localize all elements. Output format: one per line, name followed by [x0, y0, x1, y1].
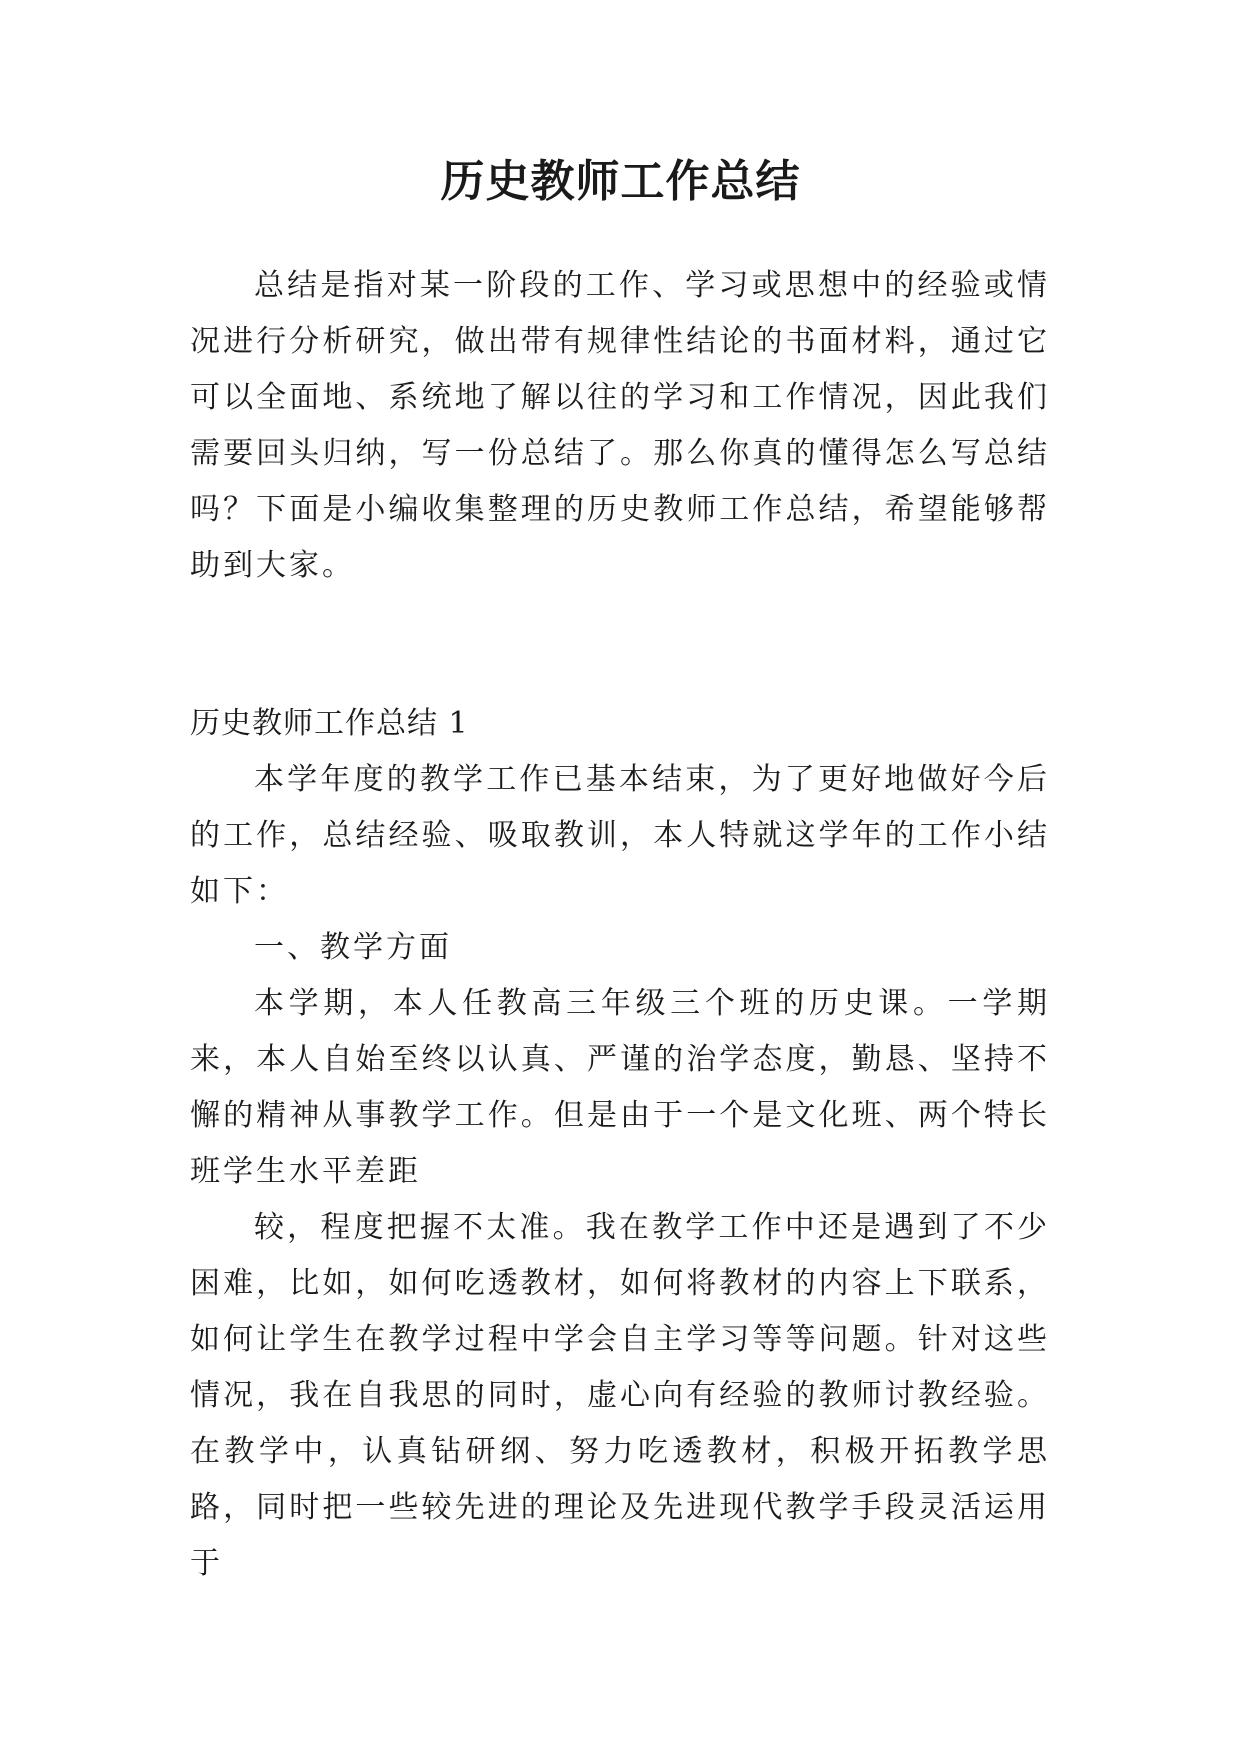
- body-paragraph: 本学年度的教学工作已基本结束，为了更好地做好今后的工作，总结经验、吸取教训，本人特就这学年的工作小结如下：: [190, 762, 1050, 909]
- section-heading: 历史教师工作总结 1: [190, 706, 469, 741]
- document-title: 历史教师工作总结: [440, 156, 801, 207]
- subsection-heading: 一、教学方面: [254, 930, 452, 965]
- intro-paragraph: 总结是指对某一阶段的工作、学习或思想中的经验或情况进行分析研究，做出带有规律性结论的书面材料，通过它可以全面地、系统地了解以往的学习和工作情况，因此我们需要回头归纳，写一份总结了。那么你真的懂得怎么写总结吗？下面是小编收集整理的历史教师工作总结，希望能够帮助到大家。: [190, 268, 1050, 583]
- body-paragraph: 本学期，本人任教高三年级三个班的历史课。一学期来，本人自始至终以认真、严谨的治学态度，勤恳、坚持不懈的精神从事教学工作。但是由于一个是文化班、两个特长班学生水平差距: [190, 986, 1050, 1189]
- body-paragraph: 较，程度把握不太准。我在教学工作中还是遇到了不少困难，比如，如何吃透教材，如何将教材的内容上下联系，如何让学生在教学过程中学会自主学习等等问题。针对这些情况，我在自我思的同时，虚心向有经验的教师讨教经验。在教学中，认真钻研纲、努力吃透教材，积极开拓教学思路，同时把一些较先进的理论及先进现代教学手段灵活运用于: [190, 1210, 1050, 1581]
